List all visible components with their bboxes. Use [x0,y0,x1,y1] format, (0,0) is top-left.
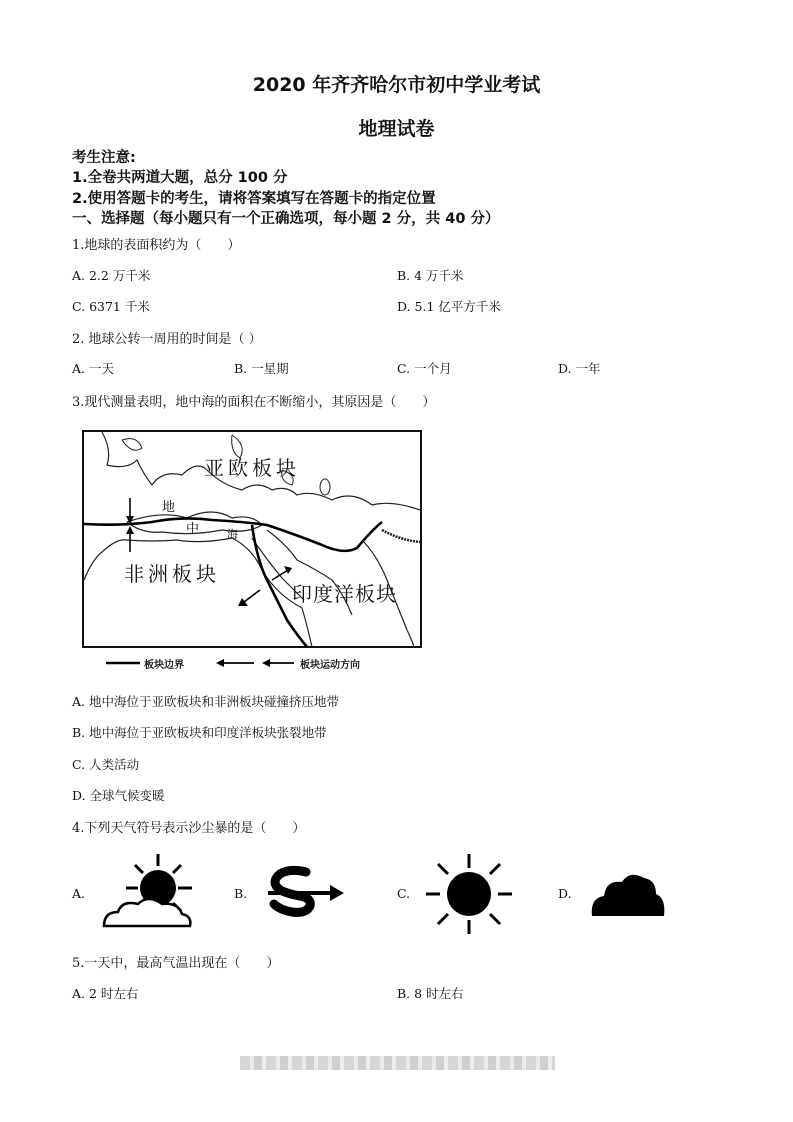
label-med-di: 地 [162,500,176,515]
partly-cloudy-icon [100,852,200,932]
plate-map-legend [104,655,404,671]
question-1-option-a: A. 2.2 万千米 [72,268,151,283]
legend-motion-label: 板块运动方向 [300,660,360,671]
label-african-plate: 非洲板块 [124,562,220,586]
question-3-option-d: D. 全球气候变暖 [72,788,165,803]
question-5-option-a: A. 2 时左右 [72,986,139,1001]
question-2-stem: 2. 地球公转一周用的时间是（ ） [72,332,262,347]
exam-subtitle: 地理试卷 [358,118,435,140]
sandstorm-icon [262,864,346,924]
question-4-option-a: A. [72,886,86,901]
question-4-option-d: D. [558,886,572,901]
question-1-option-c: C. 6371 千米 [72,299,150,314]
question-1-option-b: B. 4 万千米 [397,268,464,283]
notice-line-2: 2.使用答题卡的考生，请将答案填写在答题卡的指定位置 [72,191,436,207]
label-med-hai: 海 [227,528,238,541]
question-4-option-c: C. [397,886,411,901]
question-2-option-a: A. 一天 [72,361,114,376]
blurred-footer-watermark [240,1056,555,1070]
label-indian-plate: 印度洋板块 [292,582,397,606]
question-2-option-b: B. 一星期 [234,361,289,376]
question-3-option-c: C. 人类活动 [72,757,140,772]
question-3-stem: 3.现代测量表明，地中海的面积在不断缩小，其原因是（ ） [72,395,436,410]
section-heading: 一、选择题（每小题只有一个正确选项，每小题 2 分，共 40 分） [72,211,500,227]
label-med-zhong: 中 [186,522,200,537]
sunny-icon [424,852,514,936]
question-3-option-a: A. 地中海位于亚欧板块和非洲板块碰撞挤压地带 [72,694,339,709]
overcast-cloud-icon [590,868,666,918]
notice-heading: 考生注意: [72,150,136,166]
question-4-stem: 4.下列天气符号表示沙尘暴的是（ ） [72,821,306,836]
question-1-option-d: D. 5.1 亿平方千米 [397,299,501,314]
question-2-option-d: D. 一年 [558,361,601,376]
plate-map-figure [82,430,422,648]
question-5-stem: 5.一天中，最高气温出现在（ ） [72,956,280,971]
question-2-option-c: C. 一个月 [397,361,452,376]
question-4-option-b: B. [234,886,248,901]
question-5-option-b: B. 8 时左右 [397,986,464,1001]
question-3-option-b: B. 地中海位于亚欧板块和印度洋板块张裂地带 [72,725,327,740]
question-1-stem: 1.地球的表面积约为（ ） [72,238,241,253]
exam-title: 2020 年齐齐哈尔市初中学业考试 [252,74,541,96]
label-eurasian-plate: 亚欧板块 [204,456,300,480]
notice-line-1: 1.全卷共两道大题，总分 100 分 [72,170,288,186]
legend-boundary-label: 板块边界 [144,660,184,671]
